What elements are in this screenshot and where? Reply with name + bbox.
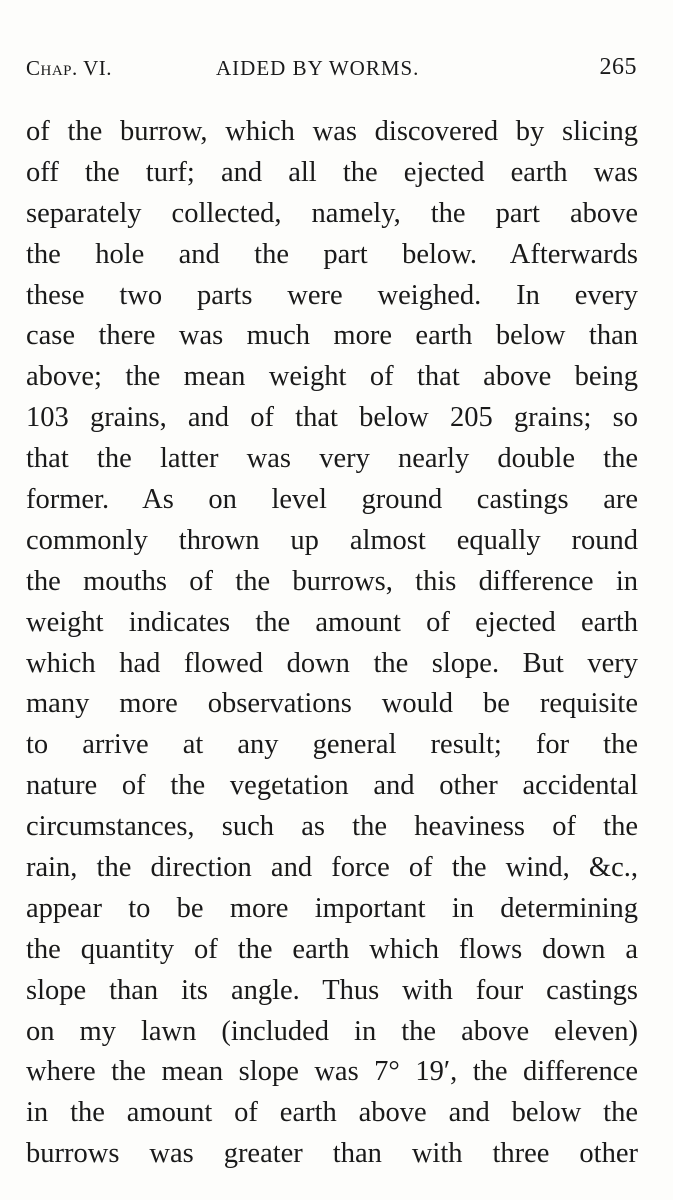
text-line: rain, the direction and force of the wind, &c., — [26, 852, 638, 884]
text-line: that the latter was very nearly double the — [26, 443, 638, 475]
body-text — [26, 112, 638, 1175]
text-line: off the turf; and all the ejected earth was — [26, 156, 638, 188]
text-line: former. As on level ground castings are — [26, 484, 638, 516]
text-line: to arrive at any general result; for the — [26, 729, 638, 761]
text-line: commonly thrown up almost equally round — [26, 524, 638, 556]
text-line: the quantity of the earth which flows down a — [26, 933, 638, 965]
text-line: 103 grains, and of that below 205 grains; so — [26, 402, 638, 434]
text-line: separately collected, namely, the part above — [26, 197, 638, 229]
text-line: many more observations would be requisite — [26, 688, 638, 720]
chapter-label: Chap. VI. — [26, 56, 113, 80]
text-line: weight indicates the amount of ejected earth — [26, 606, 638, 638]
text-line: slope than its angle. Thus with four castings — [26, 974, 638, 1006]
text-line: appear to be more important in determining — [26, 892, 638, 924]
text-line: nature of the vegetation and other accidental — [26, 770, 638, 802]
running-head — [26, 56, 637, 86]
text-line: the hole and the part below. Afterwards — [26, 238, 638, 270]
text-line: in the amount of earth above and below the — [26, 1097, 638, 1129]
text-line: the mouths of the burrows, this difference in — [26, 565, 638, 597]
text-line: on my lawn (included in the above eleven) — [26, 1015, 638, 1047]
text-line: above; the mean weight of that above being — [26, 361, 638, 393]
text-line: these two parts were weighed. In every — [26, 279, 638, 311]
text-line: circumstances, such as the heaviness of the — [26, 811, 638, 843]
running-title: AIDED BY WORMS. — [216, 56, 420, 80]
text-line: burrows was greater than with three other — [26, 1138, 638, 1170]
text-line: case there was much more earth below than — [26, 320, 638, 352]
text-line: which had flowed down the slope. But very — [26, 647, 638, 679]
page-number: 265 — [599, 54, 637, 80]
text-line: where the mean slope was 7° 19′, the difference — [26, 1056, 638, 1088]
text-line: of the burrow, which was discovered by slicing — [26, 116, 638, 147]
